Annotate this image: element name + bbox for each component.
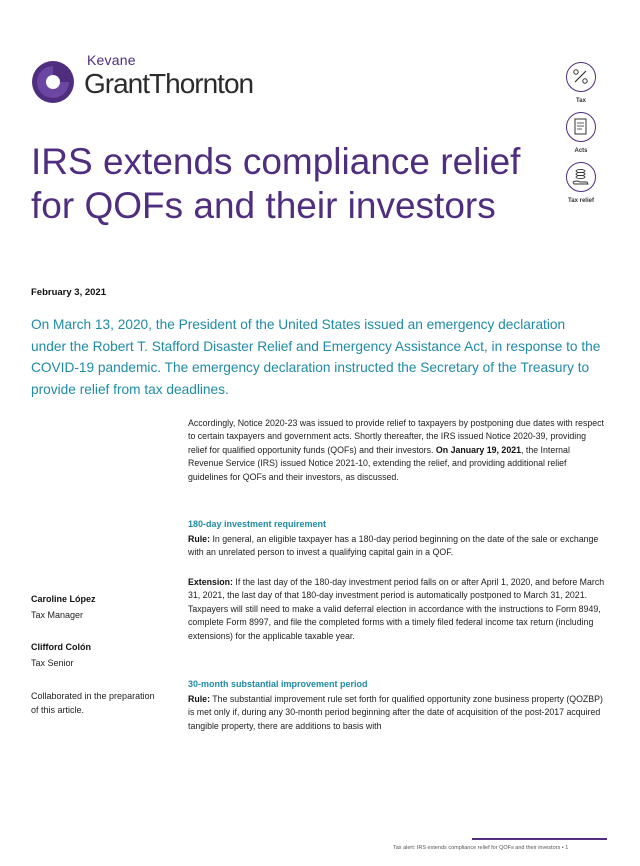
author-role: Tax Senior [31, 658, 74, 668]
icon-label-tax-relief: Tax relief [568, 198, 594, 204]
rule-text: The substantial improvement rule set forth for qualified opportunity zone business property (QOZBP) is met only if, during any 30-month period beginning after the date of acquisition of the post-2017 acquired tangible property, there are additions to basis with [188, 694, 603, 731]
intro-text-b: , the Internal Revenue Service (IRS) issued Notice 2021-10, extending the relief, and providing additional relief guidelines for QOFs and their investors, as discussed. [188, 444, 570, 482]
intro-text-a: Accordingly, Notice 2020-23 was issued to provide relief to taxpayers by postponing due dates with respect to certain taxpayers and government acts. Shortly thereafter, the IRS issued Notice 2020-39, providing relief for qualified opportunity funds (QOFs) and their investors. [188, 418, 604, 455]
section2-rule [188, 693, 606, 733]
document-icon [566, 112, 596, 142]
brand-grant-thornton: GrantThornton [84, 68, 254, 99]
extension-text: If the last day of the 180-day investment period falls on or after April 1, 2020, and before March 31, 2021, the last day of that 180-day investment period is automatically postponed to March 31, 2021. Taxpayers will still need to make a valid deferral election in accordance with the instructions to Form 8949, complete Form 8997, and file the completed forms with a timely filed federal income tax return (including extensions) for the applicable taxable year. [188, 577, 605, 641]
section-heading-30-month: 30-month substantial improvement period [188, 679, 368, 689]
intro-bold-date: On January 19, 2021 [435, 444, 521, 455]
collaboration-note: Collaborated in the preparation of this article. [31, 691, 155, 715]
brand-kevane: Kevane [87, 52, 136, 68]
rule-label: Rule: [188, 534, 210, 544]
section1-extension [188, 576, 606, 643]
section1-rule [188, 533, 606, 560]
rule-text: In general, an eligible taxpayer has a 180-day period beginning on the date of the sale or exchange with an unrelated person to invest a qualifying capital gain in a QOF. [188, 534, 599, 558]
percent-icon [566, 62, 596, 92]
icon-label-tax: Tax [576, 98, 586, 104]
page-title: IRS extends compliance relief for QOFs and their investors [31, 141, 521, 226]
page-footer: Tax alert: IRS extends compliance relief for QOFs and their investors • 1 [393, 845, 569, 851]
intro-paragraph [188, 417, 606, 484]
section-heading-180-day: 180-day investment requirement [188, 519, 327, 529]
icon-label-acts: Acts [574, 148, 588, 154]
footer-divider [472, 838, 607, 840]
author-role: Tax Manager [31, 610, 84, 620]
author-name: Clifford Colón [31, 642, 91, 652]
rule-label: Rule: [188, 694, 210, 704]
lead-paragraph: On March 13, 2020, the President of the United States issued an emergency declaration under the Robert T. Stafford Disaster Relief and Emergency Assistance Act, in response to the COVID-19 pandemic. The emergency declaration instructed the Secretary of the Treasury to provide relief from tax deadlines. [31, 317, 601, 397]
author-name: Caroline López [31, 594, 96, 604]
coins-hand-icon [566, 162, 596, 192]
extension-label: Extension: [188, 577, 233, 587]
publish-date: February 3, 2021 [31, 287, 106, 298]
grant-thornton-logo-icon [31, 60, 75, 104]
